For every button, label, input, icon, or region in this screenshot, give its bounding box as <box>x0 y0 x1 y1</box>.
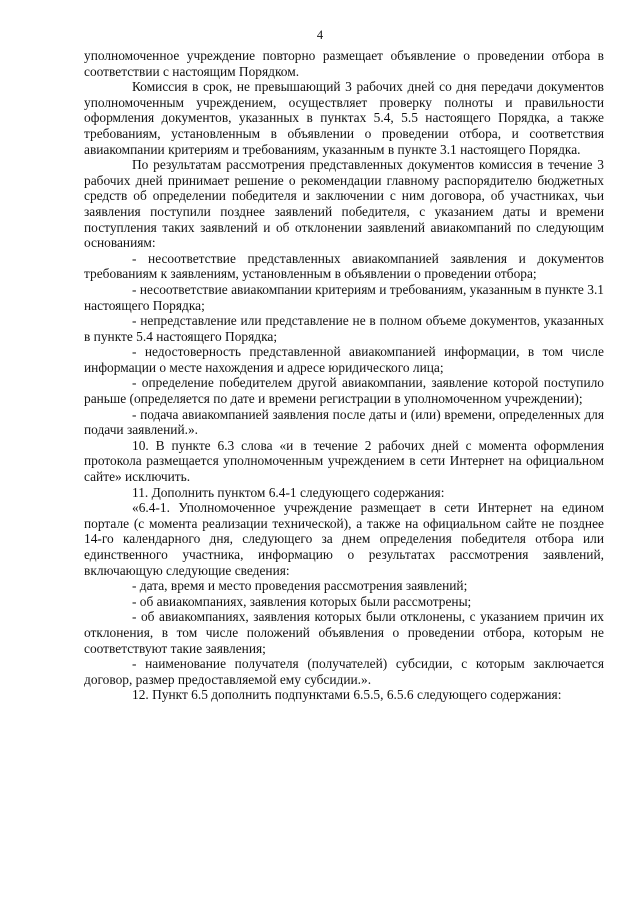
document-body <box>84 48 604 703</box>
paragraph-continuation: уполномоченное учреждение повторно размещает объявление о проведении отбора в соответствии с настоящим Порядком. <box>84 48 604 79</box>
list-item: - наименование получателя (получателей) субсидии, с которым заключается договор, размер предоставляемой ему субсидии.». <box>84 656 604 687</box>
list-item: - дата, время и место проведения рассмотрения заявлений; <box>132 578 468 594</box>
list-item: - несоответствие представленных авиакомпанией заявления и документов требованиям к заявлениям, установленным в объявлении о проведении отбора; <box>84 250 604 282</box>
list-item: - недостоверность представленной авиакомпанией информации, в том числе информации о месте нахождения и адресе юридического лица; <box>84 344 604 375</box>
paragraph-results-decision: По результатам рассмотрения представленных документов комиссия в течение 3 рабочих дней принимает решение о рекомендации главному распорядителю бюджетных средств об определении победителя и заключении с ним договора, об участниках, чьи заявления поступили позднее заявлений победителя, с указанием даты и времени поступления таких заявлений и об отклонении заявлений авиакомпаний по следующим основаниям: <box>84 157 604 251</box>
paragraph-point-10: 10. В пункте 6.3 слова «и в течение 2 рабочих дней с момента оформления протокола размещается уполномоченным учреждением в сети Интернет на официальном сайте» исключить. <box>84 437 604 485</box>
paragraph-commission-check: Комиссия в срок, не превышающий 3 рабочих дней со дня передачи документов уполномоченным учреждением, осуществляет проверку полноты и правильности оформления документов, указанных в пунктах 5.4, 5.5 настоящего Порядка, а также требованиям, установленным в объявлении о проведении отбора, и соответствия авиакомпании критериям и требованиям, указанным в пункте 3.1 настоящего Порядка. <box>84 79 604 157</box>
paragraph-6-4-1: «6.4-1. Уполномоченное учреждение размещает в сети Интернет на едином портале (с момента реализации технической), а также на официальном сайте не позднее 14-го календарного дня, следующего за днем определения победителя отбора или единственного участника, информацию о результатах рассмотрения заявлений, включающую следующие сведения: <box>84 500 604 578</box>
list-item: - непредставление или представление не в полном объеме документов, указанных в пункте 5.4 настоящего Порядка; <box>84 313 604 344</box>
paragraph-point-11: 11. Дополнить пунктом 6.4-1 следующего содержания: <box>132 484 445 500</box>
list-item: - подача авиакомпанией заявления после даты и (или) времени, определенных для подачи заявлений.». <box>84 406 604 438</box>
paragraph-point-12: 12. Пункт 6.5 дополнить подпунктами 6.5.5, 6.5.6 следующего содержания: <box>132 687 562 703</box>
list-item: - несоответствие авиакомпании критериям и требованиям, указанным в пункте 3.1 настоящего Порядка; <box>84 281 604 313</box>
list-item: - об авиакомпаниях, заявления которых были рассмотрены; <box>132 593 472 609</box>
list-item: - определение победителем другой авиакомпании, заявление которой поступило раньше (определяется по дате и времени регистрации в уполномоченном учреждении); <box>84 375 604 407</box>
list-item: - об авиакомпаниях, заявления которых были отклонены, с указанием причин их отклонения, в том числе положений объявления о проведении отбора, которым не соответствуют такие заявления; <box>84 609 604 656</box>
page-number: 4 <box>316 28 324 42</box>
